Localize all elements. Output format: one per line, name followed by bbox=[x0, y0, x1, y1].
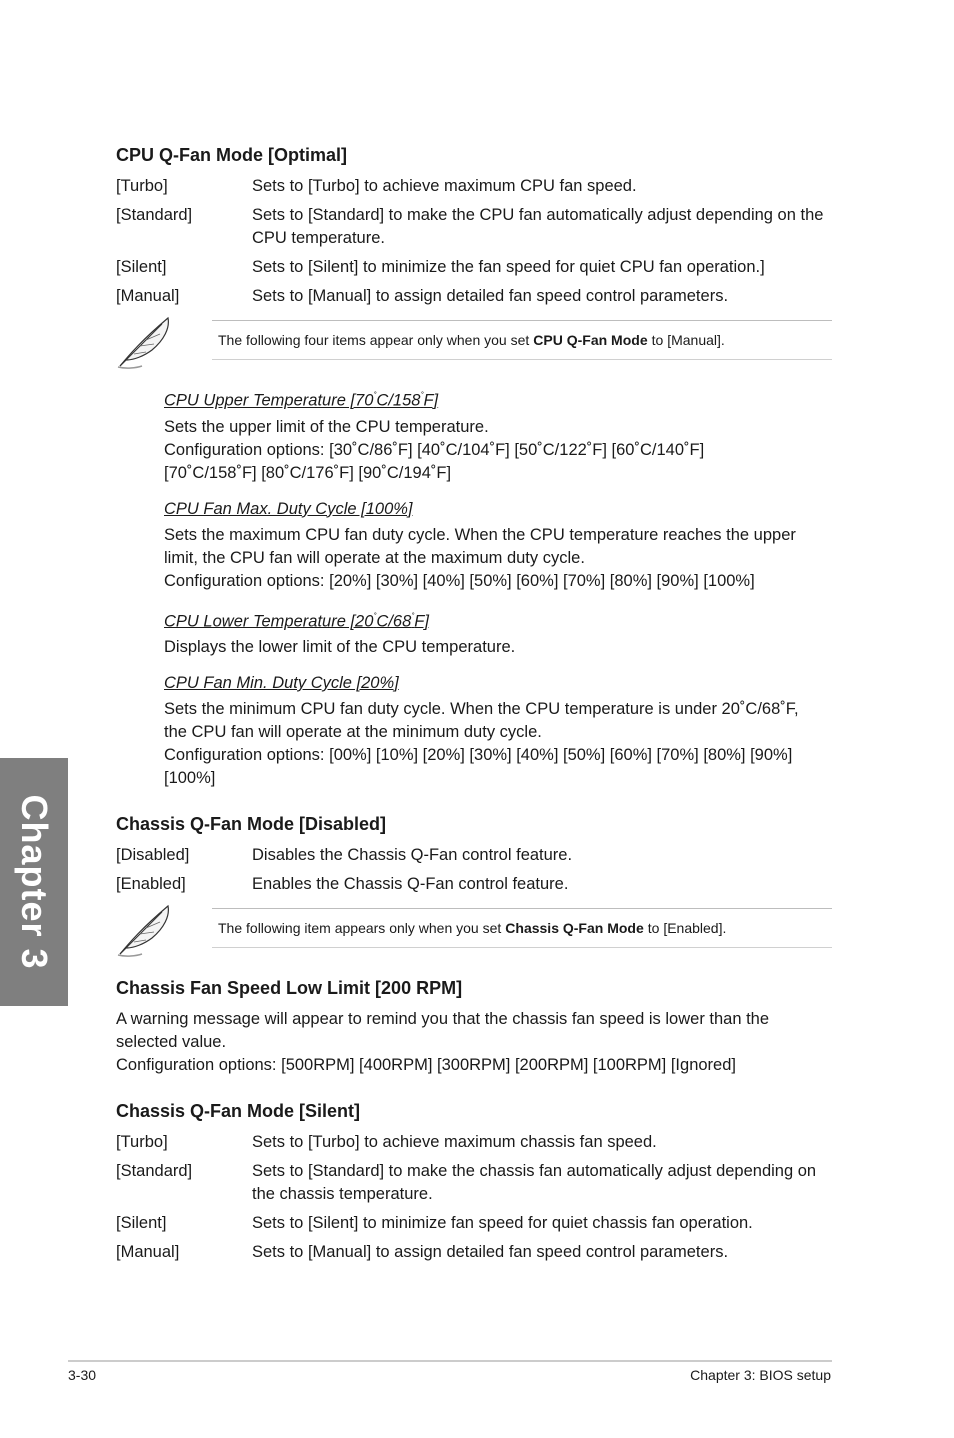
option-row bbox=[116, 844, 832, 867]
option-key: [Standard] bbox=[116, 206, 193, 224]
sub-item-line: limit, the CPU fan will operate at the maximum duty cycle. bbox=[164, 548, 585, 567]
chassis-speed-desc bbox=[116, 1008, 832, 1077]
option-key: [Manual] bbox=[116, 287, 180, 305]
option-row bbox=[116, 285, 832, 308]
chassis-qfan-silent-options bbox=[116, 1131, 832, 1264]
chassis-qfan-disabled-section bbox=[116, 812, 832, 962]
sub-item-line: Sets the upper limit of the CPU temperature. bbox=[164, 417, 489, 436]
feather-pen-icon bbox=[116, 314, 174, 370]
note-box bbox=[212, 908, 832, 948]
footer-page-number: 3-30 bbox=[68, 1367, 97, 1383]
sub-item-line: [70˚C/158˚F] [80˚C/176˚F] [90˚C/194˚F] bbox=[164, 463, 452, 482]
note-enabled bbox=[116, 902, 832, 962]
option-key: [Silent] bbox=[116, 1214, 167, 1232]
note-text-bold: Chassis Q-Fan Mode bbox=[505, 920, 644, 936]
sub-item-line: Configuration options: [20%] [30%] [40%] [50%] [60%] [70%] [80%] [90%] [100%] bbox=[164, 571, 755, 590]
sub-item-line: Configuration options: [00%] [10%] [20%] [30%] [40%] [50%] [60%] [70%] [80%] [90%] bbox=[164, 746, 793, 764]
option-row bbox=[116, 256, 832, 279]
option-key: [Standard] bbox=[116, 1162, 193, 1180]
chassis-qfan-disabled-options bbox=[116, 844, 832, 896]
cpu-qfan-section bbox=[116, 143, 832, 790]
chapter-side-tab-label: Chapter 3 bbox=[14, 794, 55, 970]
option-row bbox=[116, 175, 832, 198]
main-content bbox=[116, 143, 832, 1282]
option-desc: Enables the Chassis Q-Fan control feature. bbox=[252, 875, 569, 893]
option-desc: Sets to [Manual] to assign detailed fan speed control parameters. bbox=[252, 1243, 729, 1261]
option-desc: Sets to [Silent] to minimize fan speed for quiet chassis fan operation. bbox=[252, 1214, 753, 1232]
option-desc: Sets to [Manual] to assign detailed fan speed control parameters. bbox=[252, 287, 729, 305]
option-desc: Sets to [Turbo] to achieve maximum CPU fan speed. bbox=[252, 177, 637, 195]
sub-item-line: Configuration options: [30˚C/86˚F] [40˚C/104˚F] [50˚C/122˚F] [60˚C/140˚F] bbox=[164, 440, 705, 459]
sub-item-line: Sets the maximum CPU fan duty cycle. When the CPU temperature reaches the upper bbox=[164, 525, 796, 544]
option-key: [Turbo] bbox=[116, 177, 168, 195]
sub-item-title: CPU Lower Temperature [20˚C/68˚F] bbox=[164, 611, 429, 630]
note-box bbox=[212, 320, 832, 360]
note-text-post: to [Enabled]. bbox=[647, 920, 727, 936]
feather-pen-icon bbox=[116, 902, 174, 958]
note-text-pre: The following item appears only when you set bbox=[218, 920, 502, 936]
sub-item-cpu-max-duty bbox=[164, 497, 832, 593]
option-row bbox=[116, 204, 832, 250]
cpu-qfan-options bbox=[116, 175, 832, 308]
option-desc: Sets to [Standard] to make the chassis fan automatically adjust depending on the chassis temperature. bbox=[252, 1162, 817, 1203]
footer-chapter-title: Chapter 3: BIOS setup bbox=[690, 1367, 831, 1383]
sub-item-line: [100%] bbox=[164, 769, 216, 787]
note-text-bold: CPU Q-Fan Mode bbox=[533, 332, 648, 348]
sub-item-cpu-min-duty bbox=[164, 671, 832, 790]
sub-item-cpu-upper-temp bbox=[164, 384, 832, 485]
option-desc: Sets to [Standard] to make the CPU fan automatically adjust depending on the CPU temperature. bbox=[252, 206, 824, 247]
option-row bbox=[116, 873, 832, 896]
option-key: [Disabled] bbox=[116, 846, 190, 864]
note-text-pre: The following four items appear only when you set bbox=[218, 332, 530, 348]
chapter-side-tab bbox=[0, 758, 68, 1006]
chassis-speed-section bbox=[116, 976, 832, 1077]
para-line: Configuration options: [500RPM] [400RPM] [300RPM] [200RPM] [100RPM] [Ignored] bbox=[116, 1056, 736, 1074]
chassis-speed-heading: Chassis Fan Speed Low Limit [200 RPM] bbox=[116, 978, 463, 998]
option-row bbox=[116, 1212, 832, 1235]
cpu-qfan-heading: CPU Q-Fan Mode [Optimal] bbox=[116, 145, 347, 165]
note-text-post: to [Manual]. bbox=[651, 332, 725, 348]
sub-item-cpu-lower-temp bbox=[164, 605, 832, 660]
option-key: [Silent] bbox=[116, 258, 167, 276]
para-line: A warning message will appear to remind you that the chassis fan speed is lower than the bbox=[116, 1010, 770, 1028]
option-key: [Enabled] bbox=[116, 875, 186, 893]
option-key: [Manual] bbox=[116, 1243, 180, 1261]
option-desc: Sets to [Turbo] to achieve maximum chassis fan speed. bbox=[252, 1133, 657, 1151]
chassis-qfan-silent-heading: Chassis Q-Fan Mode [Silent] bbox=[116, 1101, 361, 1121]
option-key: [Turbo] bbox=[116, 1133, 168, 1151]
chassis-qfan-disabled-heading: Chassis Q-Fan Mode [Disabled] bbox=[116, 814, 387, 834]
para-line: selected value. bbox=[116, 1033, 227, 1051]
sub-item-line: the CPU fan will operate at the minimum duty cycle. bbox=[164, 723, 542, 741]
sub-item-line: Displays the lower limit of the CPU temperature. bbox=[164, 638, 516, 656]
sub-item-line: Sets the minimum CPU fan duty cycle. When the CPU temperature is under 20˚C/68˚F, bbox=[164, 700, 799, 718]
note-manual bbox=[116, 314, 832, 374]
chassis-qfan-silent-section bbox=[116, 1099, 832, 1264]
footer-divider bbox=[68, 1360, 832, 1362]
sub-item-title: CPU Fan Min. Duty Cycle [20%] bbox=[164, 674, 399, 692]
option-row bbox=[116, 1160, 832, 1206]
option-row bbox=[116, 1131, 832, 1154]
option-desc: Sets to [Silent] to minimize the fan speed for quiet CPU fan operation.] bbox=[252, 258, 765, 276]
sub-item-title: CPU Upper Temperature [70˚C/158˚F] bbox=[164, 391, 439, 410]
sub-item-title: CPU Fan Max. Duty Cycle [100%] bbox=[164, 499, 413, 518]
option-desc: Disables the Chassis Q-Fan control feature. bbox=[252, 846, 573, 864]
option-row bbox=[116, 1241, 832, 1264]
